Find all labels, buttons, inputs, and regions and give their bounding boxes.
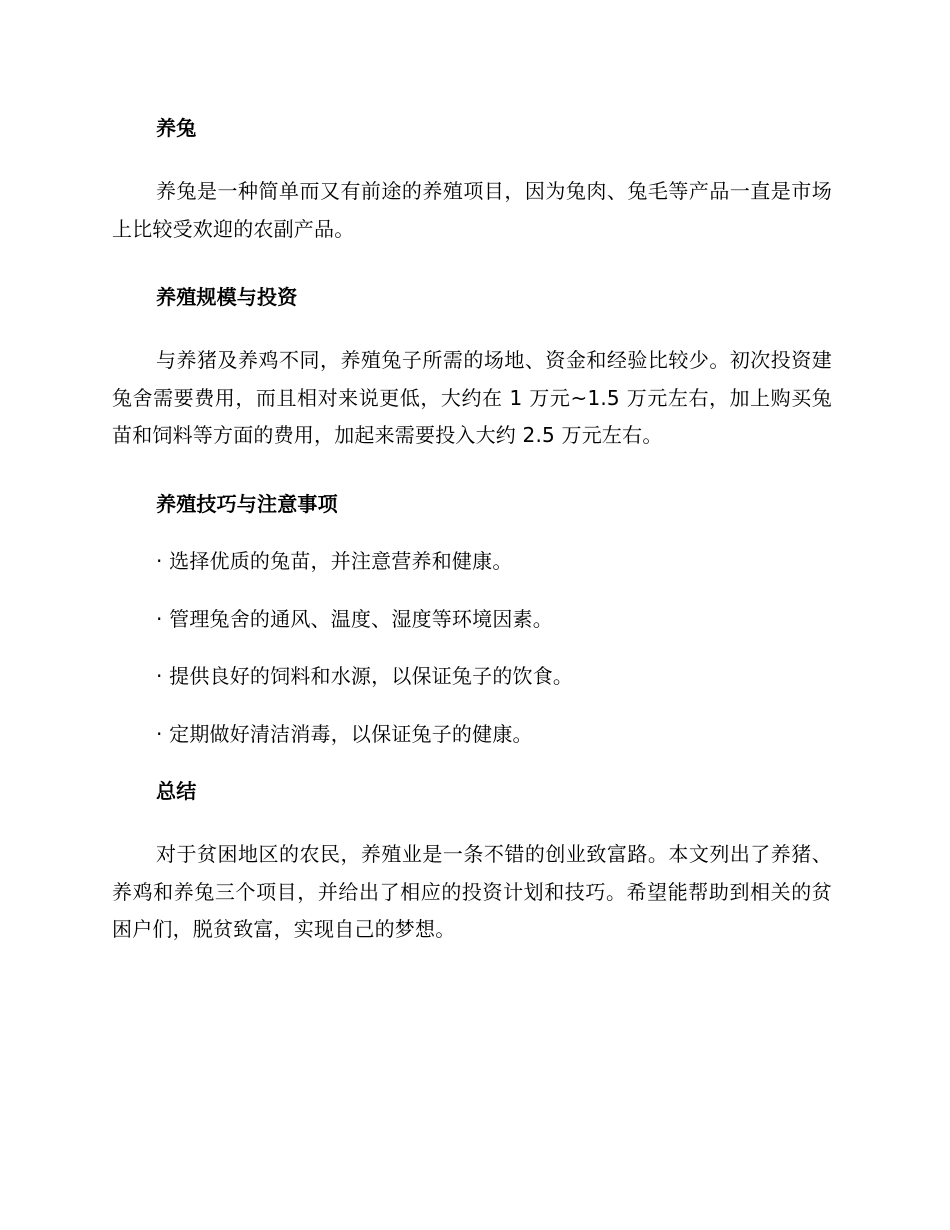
- document-body: [112, 113, 832, 949]
- summary-paragraph: 对于贫困地区的农民，养殖业是一条不错的创业致富路。本文列出了养猪、养鸡和养兔三个项目，并给出了相应的投资计划和技巧。希望能帮助到相关的贫困户们，脱贫致富，实现自己的梦想。: [112, 842, 832, 941]
- investment-paragraph: 与养猪及养鸡不同，养殖兔子所需的场地、资金和经验比较少。初次投资建兔舍需要费用，而且相对来说更低，大约在 1 万元~1.5 万元左右，加上购买兔苗和饲料等方面的费用，加起来需要投入大约 2.5 万元左右。: [112, 348, 832, 447]
- intro-paragraph: 养兔是一种简单而又有前途的养殖项目，因为兔肉、兔毛等产品一直是市场上比较受欢迎的农副产品。: [112, 179, 832, 241]
- section-heading-tips: 养殖技巧与注意事项: [156, 491, 338, 516]
- tip-item: · 提供良好的饲料和水源，以保证兔子的饮食。: [156, 664, 574, 688]
- section-heading-scale-investment: 养殖规模与投资: [156, 285, 298, 309]
- tip-item: · 定期做好清洁消毒，以保证兔子的健康。: [156, 721, 533, 746]
- section-heading-summary: 总结: [156, 779, 197, 803]
- tip-item: · 选择优质的兔苗，并注意营养和健康。: [156, 549, 513, 573]
- section-heading-rabbit: 养兔: [156, 116, 197, 140]
- tip-item: · 管理兔舍的通风、温度、湿度等环境因素。: [156, 606, 553, 631]
